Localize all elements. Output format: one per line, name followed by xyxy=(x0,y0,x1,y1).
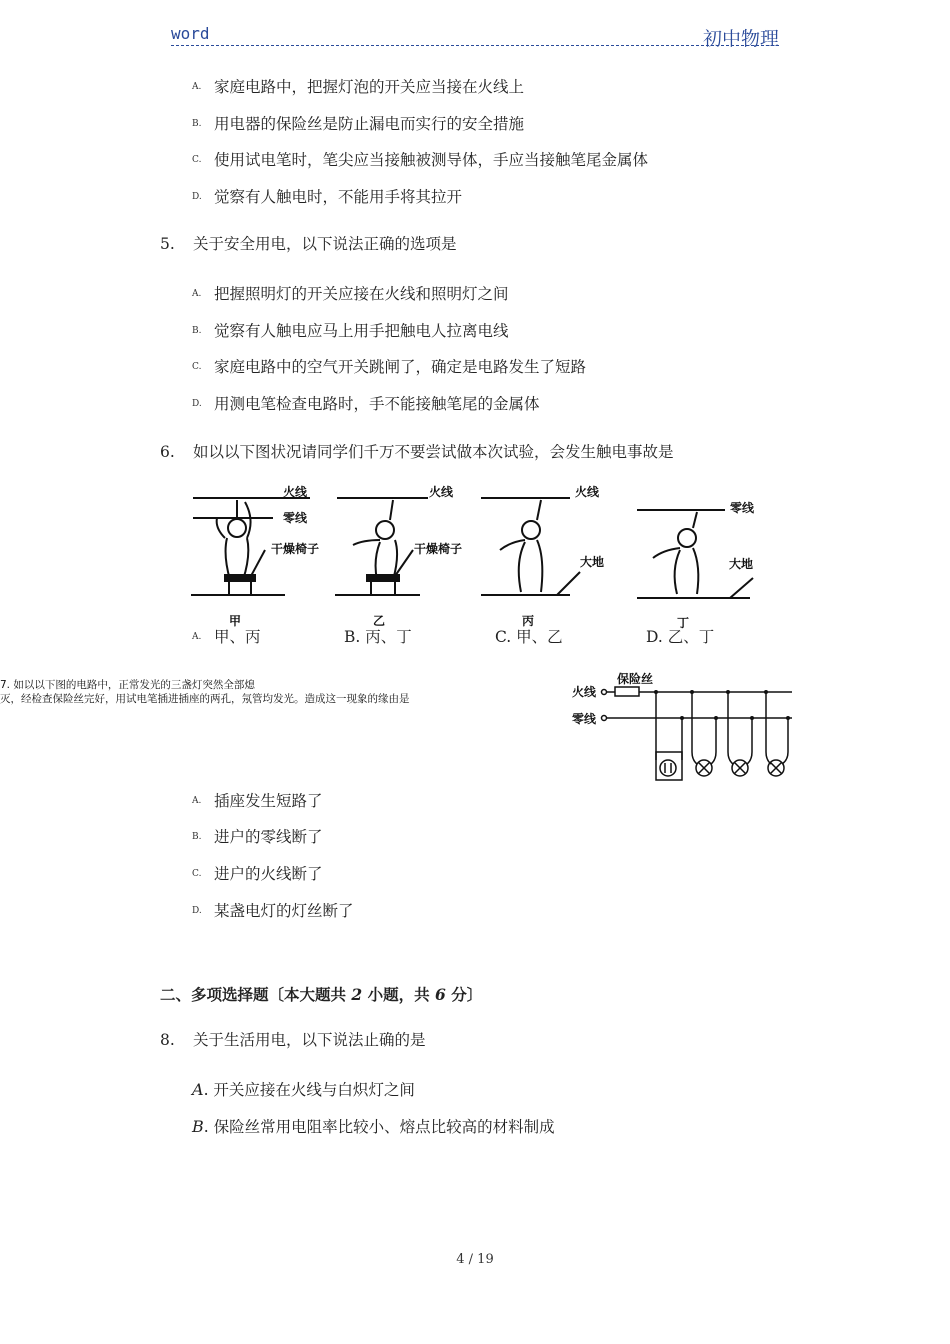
q7-label-neutral: 零线 xyxy=(572,712,597,726)
q4-option-c: C. 使用试电笔时，笔尖应当接触被测导体，手应当接触笔尾金属体 xyxy=(192,151,649,169)
q6-label-fire-1: 火线 xyxy=(283,485,308,499)
q5-option-a: A. 把握照明灯的开关应接在火线和照明灯之间 xyxy=(192,285,509,303)
q6-option-a: A. 甲、丙 xyxy=(192,628,261,646)
q5-option-b: B. 觉察有人触电应马上用手把触电人拉离电线 xyxy=(192,322,509,340)
q4-option-d: D. 觉察有人触电时，不能用手将其拉开 xyxy=(192,188,463,206)
q4-option-b: B. 用电器的保险丝是防止漏电而实行的安全措施 xyxy=(192,115,525,133)
q6-caption-yi: 乙 xyxy=(373,614,386,628)
q5-option-c: C. 家庭电路中的空气开关跳闸了，确定是电路发生了短路 xyxy=(192,358,587,376)
q8-option-b: B. 保险丝常用电阻率比较小、熔点比较高的材料制成 xyxy=(192,1117,555,1136)
q6-label-neutral-1: 零线 xyxy=(283,511,308,525)
q7-option-d: D. 某盏电灯的灯丝断了 xyxy=(192,902,354,920)
q8-option-a: A. 开关应接在火线与白炽灯之间 xyxy=(192,1080,415,1099)
q7-circuit xyxy=(570,672,795,787)
q7-label-fuse: 保险丝 xyxy=(617,672,654,686)
q6-label-chair-2: 干燥椅子 xyxy=(414,542,463,556)
q7-stem-line2: 灭，经检查保险丝完好，用试电笔插进插座的两孔，氖管均发光。造成这一现象的缘由是 xyxy=(0,693,410,705)
q5-stem: 5. 关于安全用电，以下说法正确的选项是 xyxy=(160,235,457,253)
q7-option-a: A. 插座发生短路了 xyxy=(192,792,323,810)
q6-caption-ding: 丁 xyxy=(677,616,690,630)
header-left: word xyxy=(171,24,210,43)
q6-stem: 6. 如以以下图状况请同学们千万不要尝试做本次试验，会发生触电事故是 xyxy=(160,443,674,461)
q6-label-fire-3: 火线 xyxy=(575,485,600,499)
q6-option-c: C. 甲、乙 xyxy=(495,628,563,646)
q6-option-b: B. 丙、丁 xyxy=(344,628,412,646)
q6-option-d: D. 乙、丁 xyxy=(646,628,715,646)
q6-label-ground-4: 大地 xyxy=(729,557,754,571)
q6-figure xyxy=(185,480,775,630)
q6-caption-bing: 丙 xyxy=(522,614,535,628)
q6-label-fire-2: 火线 xyxy=(429,485,454,499)
q7-label-fire: 火线 xyxy=(572,685,597,699)
q4-option-a: A. 家庭电路中，把握灯泡的开关应当接在火线上 xyxy=(192,78,525,96)
page-number: 4 / 19 xyxy=(456,1252,494,1267)
q6-label-neutral-4: 零线 xyxy=(730,501,755,515)
q5-option-d: D. 用测电笔检查电路时，手不能接触笔尾的金属体 xyxy=(192,395,540,413)
header-rule xyxy=(171,45,779,46)
q6-label-chair-1: 干燥椅子 xyxy=(271,542,320,556)
q7-stem-line1: 7. 如以以下图的电路中，正常发光的三盏灯突然全部熄 xyxy=(0,679,255,691)
q6-caption-jia: 甲 xyxy=(229,614,242,628)
q7-option-c: C. 进户的火线断了 xyxy=(192,865,323,883)
header-right: 初中物理 xyxy=(703,28,780,50)
q7-option-b: B. 进户的零线断了 xyxy=(192,828,323,846)
q6-label-ground-3: 大地 xyxy=(580,555,605,569)
section-2-heading: 二、多项选择题〔本大题共 2 小题，共 6 分〕 xyxy=(160,985,483,1004)
q8-stem: 8. 关于生活用电，以下说法止确的是 xyxy=(160,1031,426,1049)
